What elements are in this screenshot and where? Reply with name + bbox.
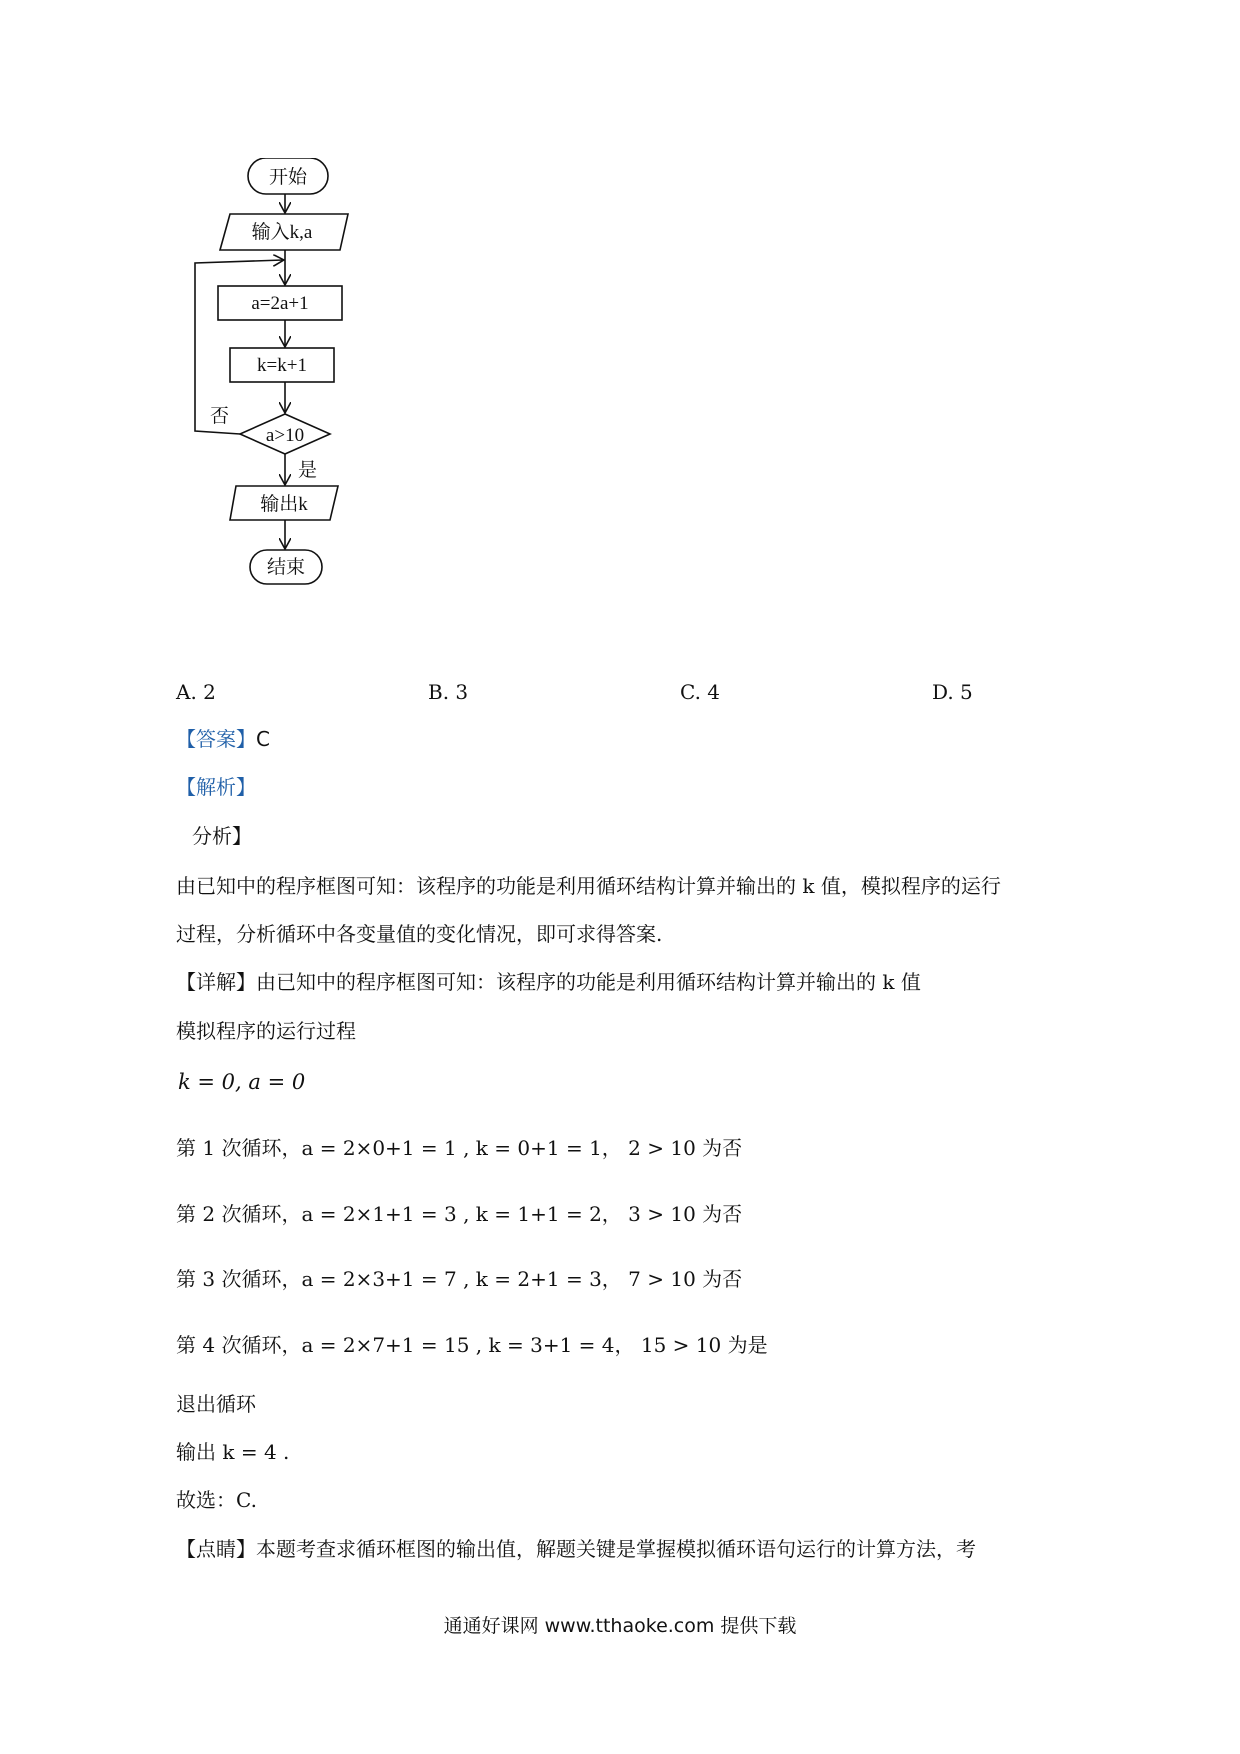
option-c: C. 4 (680, 680, 721, 704)
option-b: B. 3 (428, 680, 469, 704)
detail-line1: 由已知中的程序框图可知：该程序的功能是利用循环结构计算并输出的 k 值 (256, 970, 921, 994)
detail-output: 输出 k = 4 . (176, 1440, 290, 1464)
loop-line-4: 第 4 次循环，a = 2×7+1 = 15 , k = 3+1 = 4， 15 > 10 为是 (176, 1333, 768, 1357)
no-label: 否 (210, 406, 230, 427)
step-a-text: a=2a+1 (251, 293, 309, 314)
loop-line-2: 第 2 次循环，a = 2×1+1 = 3 , k = 1+1 = 2， 3 > 10 为否 (176, 1202, 743, 1226)
detail-exit: 退出循环 (176, 1392, 256, 1416)
detail-line2: 模拟程序的运行过程 (176, 1019, 356, 1043)
output-text: 输出k (260, 494, 308, 515)
analysis-label: 【解析】 (176, 775, 256, 799)
option-d: D. 5 (932, 680, 973, 704)
answer-line (176, 725, 270, 753)
detail-line1-row (176, 968, 921, 996)
yes-label: 是 (298, 460, 318, 481)
comment-row (176, 1535, 976, 1563)
step-k-text: k=k+1 (257, 355, 307, 376)
answer-label: 【答案】 (176, 727, 256, 751)
comment-text: 本题考查求循环框图的输出值，解题关键是掌握模拟循环语句运行的计算方法，考 (256, 1537, 976, 1561)
loop-line-1: 第 1 次循环，a = 2×0+1 = 1 , k = 0+1 = 1， 2 > 10 为否 (176, 1136, 743, 1160)
footer-text: 通通好课网 www.tthaoke.com 提供下载 (443, 1615, 797, 1637)
detail-choice: 故选：C. (176, 1488, 257, 1512)
end-text: 结束 (266, 557, 306, 578)
condition-text: a>10 (265, 425, 305, 446)
analysis-sub-label: 分析】 (192, 824, 252, 848)
comment-label: 【点睛】 (176, 1537, 256, 1561)
flowchart (190, 158, 370, 648)
detail-init: k = 0, a = 0 (178, 1070, 306, 1094)
answer-value: C (256, 727, 270, 751)
start-text: 开始 (268, 167, 308, 188)
analysis-line2: 过程，分析循环中各变量值的变化情况，即可求得答案. (176, 922, 663, 946)
loop-line-3: 第 3 次循环，a = 2×3+1 = 7 , k = 2+1 = 3， 7 > 10 为否 (176, 1267, 743, 1291)
option-a: A. 2 (176, 680, 216, 704)
input-text: 输入k,a (251, 222, 313, 243)
analysis-line1: 由已知中的程序框图可知：该程序的功能是利用循环结构计算并输出的 k 值，模拟程序的运行 (176, 874, 1001, 898)
detail-label: 【详解】 (176, 970, 256, 994)
